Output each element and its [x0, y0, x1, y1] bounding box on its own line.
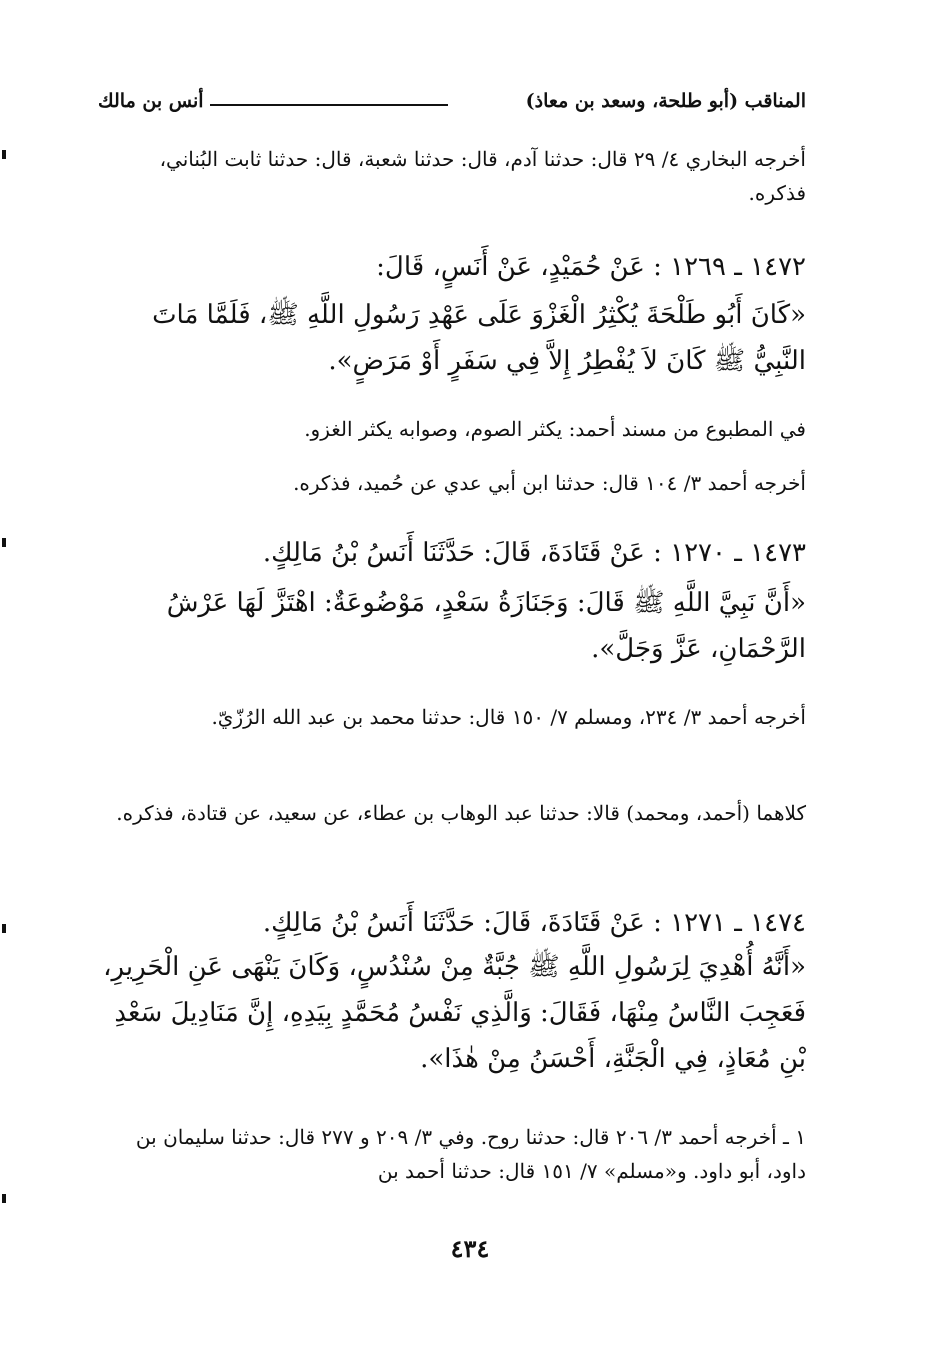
page-number: ٤٣٤ — [450, 1234, 490, 1263]
source-note-2: أخرجه أحمد ٣/ ١٠٤ قال: حدثنا ابن أبي عدي عن حُميد، فذكره. — [293, 471, 806, 495]
header-title: المناقب (أبو طلحة، وسعد بن معاذ) — [525, 90, 806, 112]
margin-mark — [2, 1194, 6, 1203]
hadith-1474-heading: ١٤٧٤ ـ ١٢٧١ : عَنْ قَتَادَةَ، قَالَ: حَدَّثَنَا أَنَسُ بْنُ مَالِكٍ. — [262, 908, 806, 938]
source-note-3: أخرجه أحمد ٣/ ٢٣٤، ومسلم ٧/ ١٥٠ قال: حدثنا محمد بن عبد الله الرُزّيّ. — [211, 705, 806, 729]
source-note-4: كلاهما (أحمد، ومحمد) قالا: حدثنا عبد الوهاب بن عطاء، عن سعيد، عن قتادة، فذكره. — [116, 801, 806, 825]
margin-mark — [2, 150, 6, 159]
margin-mark — [2, 924, 6, 933]
source-note-1: أخرجه البخاري ٤/ ٢٩ قال: حدثنا آدم، قال: حدثنا شعبة، قال: حدثنا ثابت البُناني، فذكره. — [159, 147, 806, 205]
hadith-1473-heading: ١٤٧٣ ـ ١٢٧٠ : عَنْ قَتَادَةَ، قَالَ: حَدَّثَنَا أَنَسُ بْنُ مَالِكٍ. — [262, 538, 806, 568]
hadith-1473-text: «أَنَّ نَبِيَّ اللَّهِ ﷺ قَالَ: وَجَنَازَةُ سَعْدٍ، مَوْضُوعَةٌ: اهْتَزَّ لَهَا عَرْشُ الرَّحْمَانِ، عَزَّ وَجَلَّ». — [166, 588, 806, 664]
hadith-1472-text: «كَانَ أَبُو طَلْحَةَ يُكْثِرُ الْغَزْوَ عَلَى عَهْدِ رَسُولِ اللَّهِ ﷺ، فَلَمَّا مَاتَ النَّبِيُّ ﷺ كَانَ لاَ يُفْطِرُ إِلاَّ فِي سَفَرٍ أَوْ مَرَضٍ». — [152, 300, 806, 376]
header-rule — [210, 104, 448, 106]
margin-mark — [2, 538, 6, 547]
edition-note: في المطبوع من مسند أحمد: يكثر الصوم، وصوابه يكثر الغزو. — [304, 417, 806, 441]
footnote: ١ ـ أخرجه أحمد ٣/ ٢٠٦ قال: حدثنا روح. وفي ٣/ ٢٠٩ و ٢٧٧ قال: حدثنا سليمان بن داود، أبو داود. و«مسلم» ٧/ ١٥١ قال: حدثنا أحمد بن — [135, 1125, 806, 1183]
hadith-1472-heading: ١٤٧٢ ـ ١٢٦٩ : عَنْ حُمَيْدٍ، عَنْ أَنَسٍ، قَالَ: — [376, 252, 806, 282]
header-chapter: أنس بن مالك — [98, 90, 204, 112]
hadith-1474-text: «أَنَّهُ أُهْدِيَ لِرَسُولِ اللَّهِ ﷺ جُبَّةٌ مِنْ سُنْدُسٍ، وَكَانَ يَنْهَى عَنِ الْحَرِيرِ، فَعَجِبَ النَّاسُ مِنْهَا، فَقَالَ: وَالَّذِي نَفْسُ مُحَمَّدٍ بِيَدِهِ، إِنَّ مَنَادِيلَ سَعْدِ بْنِ مُعَاذٍ، فِي الْجَنَّةِ، أَحْسَنُ مِنْ هٰذَا». — [103, 952, 806, 1074]
running-header — [98, 84, 806, 124]
